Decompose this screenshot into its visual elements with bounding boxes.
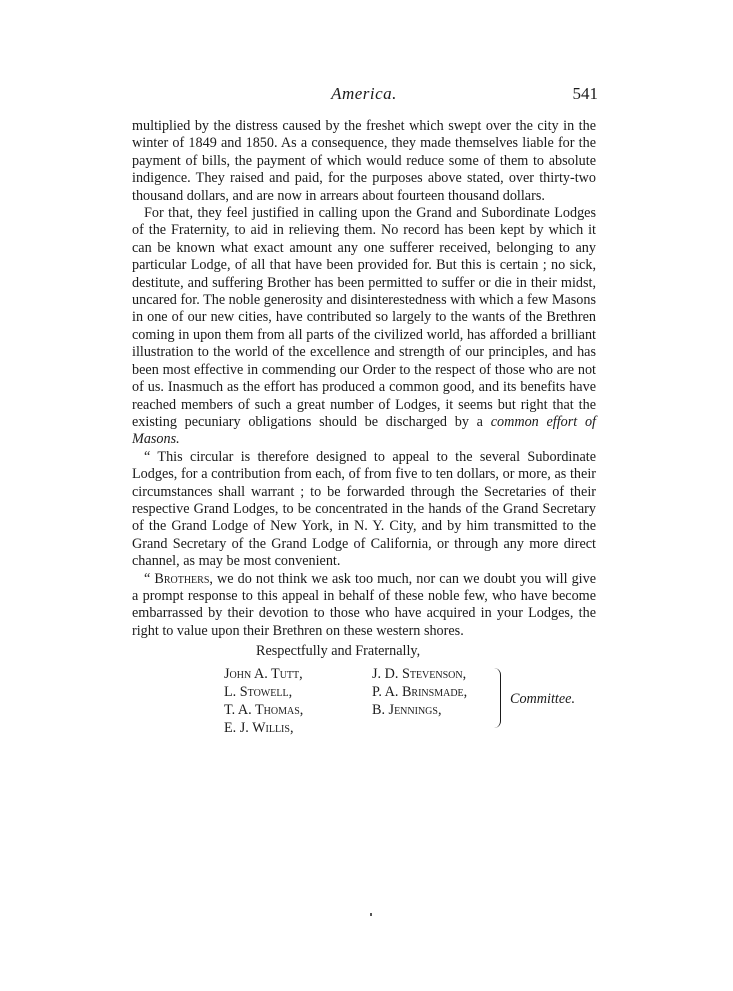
paragraph-2-text: For that, they feel justified in calling upon the Grand and Subordinate Lodges of the Fraternity, to aid in relieving them. No record has been kept by which it can be known what exact amount any one sufferer received, belonging to any particular Lodge, of all that have been provided for. But this is certain ; no sick, destitute, and suffering Brother has been permitted to suffer or die in their midst, uncared for. The noble generosity and disinterestedness with which a few Masons in one of our new cities, have contributed so largely to the wants of the Brethren coming in upon them from all parts of the civilized world, has afforded a brilliant illustration to the world of the excellence and strength of our principles, and has been most effective in commending our Order to the respect of those who are not of us. Inasmuch as the effort has produced a common good, and its benefits have reached members of such a great number of Lodges, it seems but right that the existing pecuniary obligations should be discharged by a bbox=[132, 205, 596, 430]
body-text bbox=[132, 118, 596, 640]
signatory: L. Stowell, bbox=[224, 683, 293, 700]
brothers-salutation: “ Brothers, bbox=[144, 570, 213, 587]
signature-block bbox=[132, 666, 596, 746]
right-brace bbox=[494, 668, 501, 728]
book-page bbox=[132, 84, 596, 746]
paragraph-2 bbox=[132, 205, 596, 449]
paragraph-4-text: will give a prompt response to this appeal in behalf of these noble few, who have become embarrassed by their devotion to those who have acquired in your Lodges, the right to value upon their Brethren on these western shores. bbox=[132, 570, 597, 639]
brothers-rest: we do not think we ask too much, nor can we doubt you bbox=[212, 570, 546, 587]
paragraph-1: multiplied by the distress caused by the freshet which swept over the city in the winter of 1849 and 1850. As a consequence, they made themselves liable for the payment of bills, the payment of which would reduce some of them to absolute indigence. They raised and paid, for the purposes above stated, over thirty-two thousand dollars, and are now in arrears about fourteen thousand dollars. bbox=[132, 118, 596, 204]
paragraph-4 bbox=[132, 571, 596, 641]
closing-salutation: Respectfully and Fraternally, bbox=[256, 643, 421, 660]
paragraph-3: “ This circular is therefore designed to appeal to the several Subordinate Lodges, for a contribution from each, of from five to ten dollars, or more, as their circumstances shall warrant ; to be forwarded through the Secretaries of their respective Grand Lodges, to be concentrated in the hands of the Grand Secretary of the Grand Lodge of New York, in N. Y. City, and by him transmitted to the Grand Secretary of the Grand Lodge of California, or through any more direct channel, as may be most convenient. bbox=[132, 448, 596, 570]
signatory: John A. Tutt, bbox=[224, 666, 303, 683]
signatures-right-column bbox=[372, 666, 467, 719]
signatory: E. J. Willis, bbox=[224, 719, 294, 736]
signatory: P. A. Brinsmade, bbox=[372, 683, 468, 700]
page-header bbox=[132, 84, 596, 110]
print-speck bbox=[370, 913, 372, 916]
running-head: America. bbox=[331, 84, 397, 103]
common-effort-emphasis: common effort of Masons. bbox=[132, 413, 596, 448]
page-number: 541 bbox=[572, 84, 598, 103]
signatory: T. A. Thomas, bbox=[224, 701, 304, 718]
signatures-left-column bbox=[224, 666, 303, 737]
signatory: J. D. Stevenson, bbox=[372, 666, 467, 683]
signatory: B. Jennings, bbox=[372, 701, 442, 718]
committee-label: Committee. bbox=[510, 691, 576, 708]
